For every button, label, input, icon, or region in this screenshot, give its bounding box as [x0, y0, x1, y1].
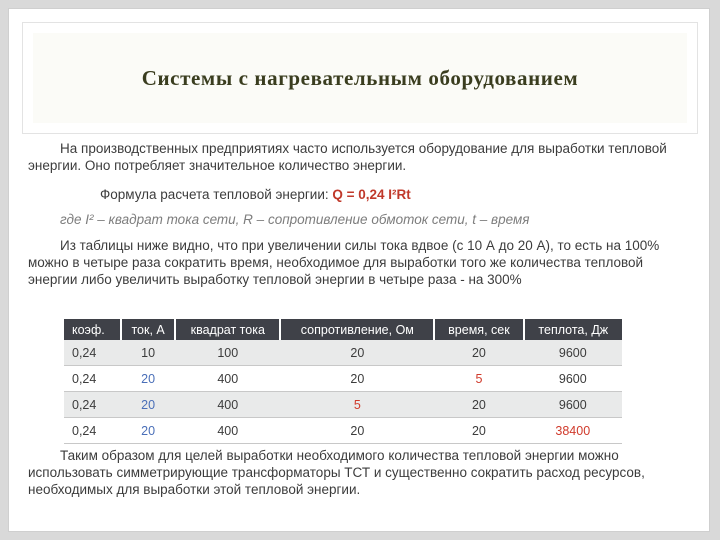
formula: Q = 0,24 I²Rt [332, 187, 411, 202]
table-row [64, 392, 622, 418]
header-resistance: сопротивление, Ом [280, 319, 434, 340]
paragraph-table-intro [28, 237, 680, 288]
cell-time: 20 [434, 418, 523, 444]
title-band [22, 22, 698, 134]
cell-time: 20 [434, 340, 523, 366]
header-heat: теплота, Дж [524, 319, 622, 340]
cell-current: 20 [121, 418, 175, 444]
cell-current: 20 [121, 366, 175, 392]
cell-resistance: 20 [280, 366, 434, 392]
table-row [64, 418, 622, 444]
cell-time: 20 [434, 392, 523, 418]
formula-label: Формула расчета тепловой энергии: [100, 187, 329, 202]
paragraph-conclusion [28, 447, 680, 498]
cell-current-squared: 100 [175, 340, 280, 366]
header-current-squared: квадрат тока [175, 319, 280, 340]
formula-note-text: где I² – квадрат тока сети, R – сопротивление обмоток сети, t – время [60, 212, 530, 227]
formula-line [28, 186, 680, 203]
table-row [64, 366, 622, 392]
cell-time: 5 [434, 366, 523, 392]
cell-current: 20 [121, 392, 175, 418]
data-table [64, 319, 622, 444]
cell-heat: 9600 [524, 340, 622, 366]
slide-title: Системы с нагревательным оборудованием [141, 65, 579, 90]
table-row [64, 340, 622, 366]
cell-current-squared: 400 [175, 366, 280, 392]
paragraph-intro [28, 140, 680, 174]
cell-coef: 0,24 [64, 366, 121, 392]
header-coef: коэф. [64, 319, 121, 340]
cell-coef: 0,24 [64, 340, 121, 366]
paragraph-table-intro-text: Из таблицы ниже видно, что при увеличении силы тока вдвое (с 10 А до 20 А), то есть на 100% можно в четыре раза сократить время, необходимое для выработки того же количества тепловой энергии либо увеличить выработку тепловой энергии в четыре раза - на 300% [28, 238, 660, 287]
paragraph-intro-text: На производственных предприятиях часто используется оборудование для выработки тепловой энергии. Оно потребляет значительное количество энергии. [28, 141, 667, 173]
table-header-row [64, 319, 622, 340]
cell-coef: 0,24 [64, 418, 121, 444]
header-current: ток, А [121, 319, 175, 340]
title-panel [33, 33, 687, 123]
cell-resistance: 20 [280, 340, 434, 366]
cell-coef: 0,24 [64, 392, 121, 418]
cell-resistance: 5 [280, 392, 434, 418]
cell-heat: 38400 [524, 418, 622, 444]
cell-current-squared: 400 [175, 392, 280, 418]
header-time: время, сек [434, 319, 523, 340]
cell-resistance: 20 [280, 418, 434, 444]
cell-heat: 9600 [524, 366, 622, 392]
cell-heat: 9600 [524, 392, 622, 418]
cell-current-squared: 400 [175, 418, 280, 444]
formula-note [28, 211, 680, 228]
cell-current: 10 [121, 340, 175, 366]
paragraph-conclusion-text: Таким образом для целей выработки необходимого количества тепловой энергии можно использовать симметрирующие трансформаторы ТСТ и существенно сократить расход ресурсов, необходимых для выработки этой тепловой энергии. [28, 448, 645, 497]
